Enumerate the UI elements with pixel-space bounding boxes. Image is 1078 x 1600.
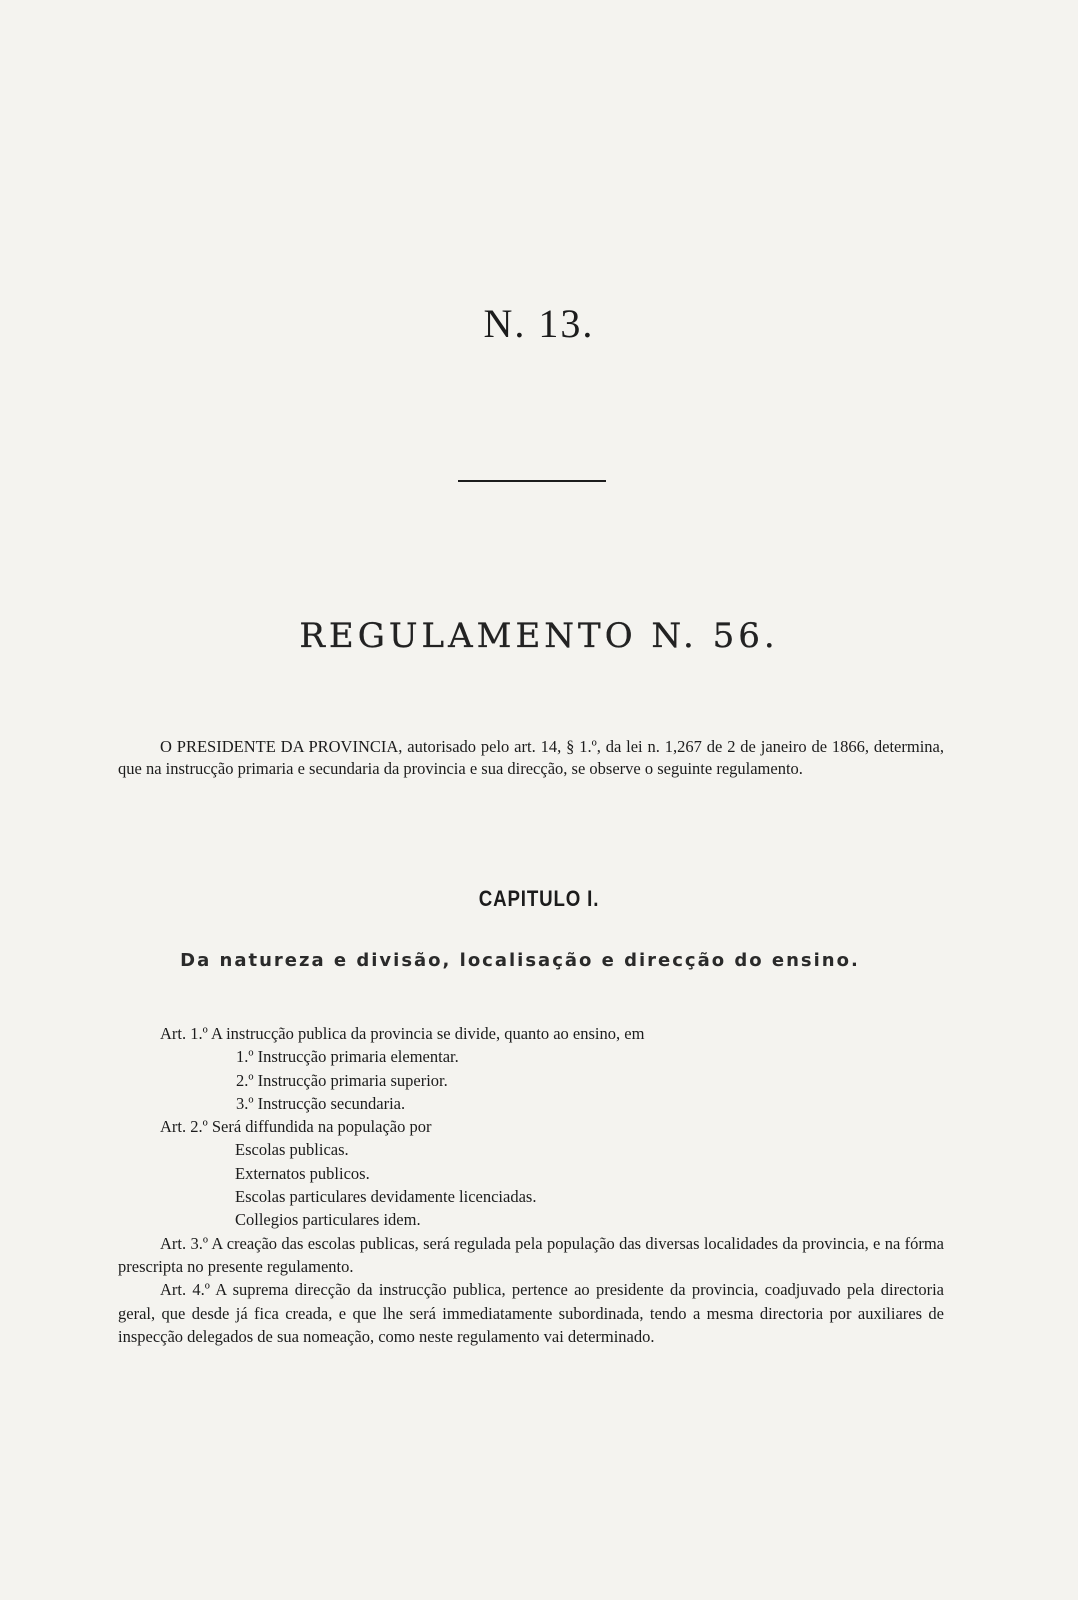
- art2-item: Externatos publicos.: [235, 1163, 370, 1183]
- art1-item: 2.º Instrucção primaria superior.: [236, 1070, 448, 1090]
- art2-item: Escolas particulares devidamente licenciadas.: [235, 1187, 537, 1207]
- art3-text: Art. 3.º A creação das escolas publicas, será regulada pela população das diversas localidades da provincia, e na fórma prescripta no presente regulamento.: [118, 1233, 944, 1276]
- art1-text: Art. 1.º A instrucção publica da provincia se divide, quanto ao ensino, em: [160, 1024, 645, 1043]
- articles: [118, 1022, 944, 1348]
- divider-rule: [458, 480, 606, 482]
- art1-item: 3.º Instrucção secundaria.: [236, 1093, 406, 1113]
- art2-item: Escolas publicas.: [235, 1140, 349, 1160]
- regulation-title: REGULAMENTO N. 56.: [299, 616, 779, 656]
- intro-lead: O PRESIDENTE DA PROVINCIA,: [160, 737, 403, 756]
- art2-text: Art. 2.º Será diffundida na população por: [160, 1117, 432, 1137]
- chapter-heading: CAPITULO I.: [478, 886, 600, 911]
- document-number: N. 13.: [483, 301, 595, 346]
- art4-text: Art. 4.º A suprema direcção da instrucção publica, pertence ao presidente da provincia, coadjuvado pela directoria geral, que desde já fica creada, e que lhe será immediatamente subordinada, tendo a mesma directoria por auxiliares de inspecção delegados de sua nomeação, como neste regulamento vai determinado.: [118, 1280, 944, 1346]
- chapter-subtitle: Da natureza e divisão, localisação e direcção do ensino.: [180, 950, 860, 971]
- intro-paragraph: [118, 736, 944, 780]
- art2-item: Collegios particulares idem.: [235, 1210, 421, 1230]
- intro-text: autorisado pelo art. 14, § 1.º, da lei n. 1,267 de 2 de janeiro de 1866, determina, que na instrucção primaria e secundaria da provincia e sua direcção, se observe o seguinte regulamento.: [118, 737, 944, 778]
- art1-item: 1.º Instrucção primaria elementar.: [236, 1047, 459, 1067]
